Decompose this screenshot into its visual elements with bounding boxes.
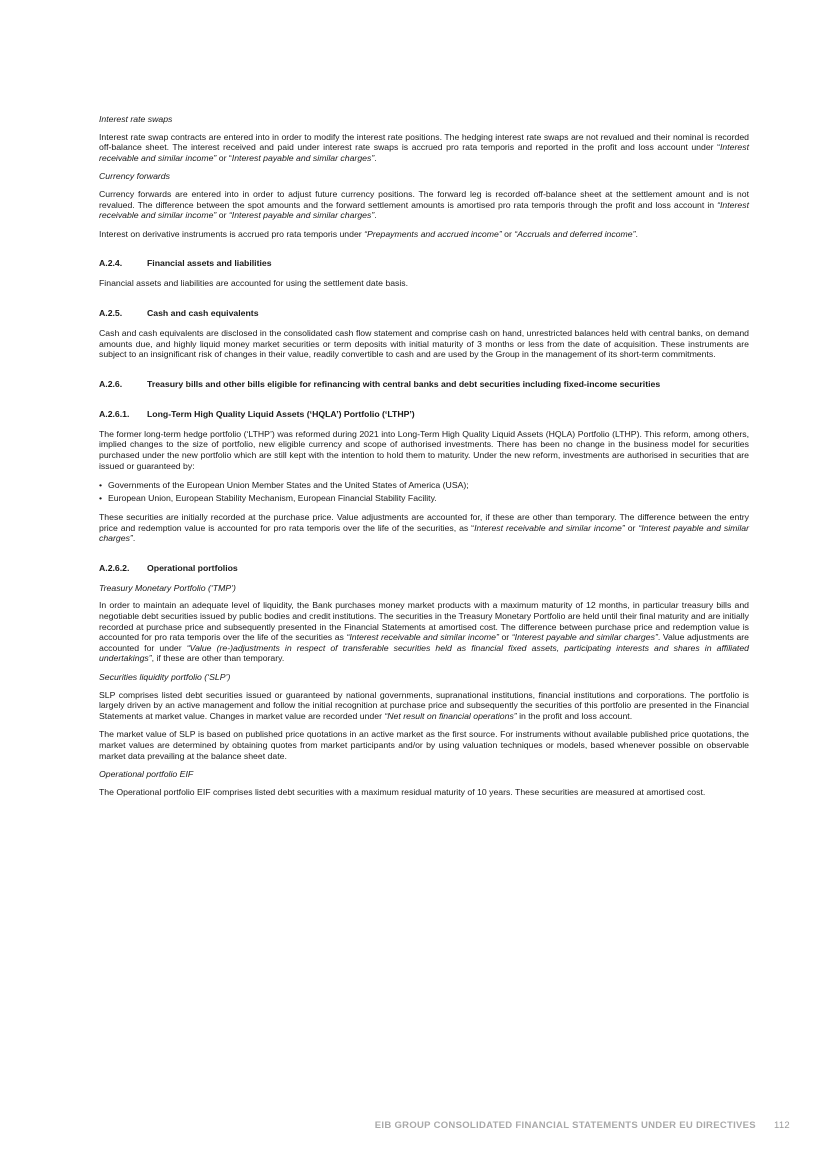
subheading-eif: Operational portfolio EIF bbox=[99, 769, 194, 780]
paragraph-slp-1: SLP comprises listed debt securities issued or guaranteed by national governments, supranational institutions, financial institutions and corporations. The portfolio is largely driven by an active management and follow the initial recognition at purchase price and subsequently the securities of this portfolio are presented in the Financial Statements at market value. Changes in market value are recorded under “Net result on financial operations” in the profit and loss account. bbox=[99, 689, 749, 721]
paragraph-a261-1: The former long-term hedge portfolio (‘LTHP’) was reformed during 2021 into Long-Term High Quality Liquid Assets (HQLA) Portfolio (LTHP). This reform, among others, implied changes to the size of portfolio, new eligible currency and scope of authorised investments. There has been no change in the business model for securities purchased under the new portfolio which are still kept with the intention to hold them to maturity. Under the new reform, investments are authorised in securities that are issued or guaranteed by: bbox=[99, 428, 749, 471]
paragraph-a261-2: These securities are initially recorded at the purchase price. Value adjustments are accounted for, if these are other than temporary. The difference between the entry price and redemption value is accounted for pro rata temporis over the life of the securities, as “Interest receivable and similar income” or “Interest payable and similar charges”. bbox=[99, 512, 749, 544]
page-footer bbox=[375, 1120, 790, 1131]
paragraph-eif: The Operational portfolio EIF comprises listed debt securities with a maximum residual maturity of 10 years. These securities are measured at amortised cost. bbox=[99, 786, 706, 797]
subheading-slp: Securities liquidity portfolio (‘SLP’) bbox=[99, 672, 231, 683]
issuer-list bbox=[99, 479, 749, 504]
subheading-currency-forwards: Currency forwards bbox=[99, 171, 170, 182]
heading-a24: A.2.4. Financial assets and liabilities bbox=[99, 258, 272, 269]
paragraph-tmp: In order to maintain an adequate level of liquidity, the Bank purchases money market products with a maximum maturity of 12 months, in particular treasury bills and negotiable debt securities issued by public bodies and credit institutions. The securities in the Treasury Monetary Portfolio are held until their final maturity and are initially recorded at purchase price and subsequently presented in the Financial Statements at amortised cost. The difference between purchase price and redemption value is accounted for pro rata temporis over the life of the securities as “Interest receivable and similar income” or “Interest payable and similar charges”. Value adjustments are accounted for under “Value (re-)adjustments in respect of transferable securities held as financial fixed assets, participating interests and shares in affiliated undertakings”, if these are other than temporary. bbox=[99, 600, 750, 664]
list-item: • European Union, European Stability Mechanism, European Financial Stability Facility. bbox=[99, 492, 749, 505]
paragraph-a25: Cash and cash equivalents are disclosed in the consolidated cash flow statement and comprise cash on hand, unrestricted balances held with central banks, on demand amounts due, and highly liquid money market securities or term deposits with initial maturity of 3 months or less from the date of acquisition. These instruments are subject to an insignificant risk of changes in their value, readily convertible to cash and are used by the Group in the management of its short-term commitments. bbox=[99, 327, 749, 360]
paragraph-slp-2: The market value of SLP is based on published price quotations in an active market as the first source. For instruments without available published price quotations, the market values are determined by obtaining quotes from market participants and/or by using valuation techniques or models, based whenever possible on observable market data prevailing at the balance sheet date. bbox=[99, 729, 749, 761]
list-item: • Governments of the European Union Member States and the United States of America (USA); bbox=[99, 479, 749, 492]
heading-a262: A.2.6.2. Operational portfolios bbox=[99, 562, 238, 573]
heading-a261: A.2.6.1. Long-Term High Quality Liquid Assets (‘HQLA’) Portfolio (‘LTHP’) bbox=[99, 408, 415, 419]
paragraph-irs: Interest rate swap contracts are entered into in order to modify the interest rate positions. The hedging interest rate swaps are not revalued and their nominal is recorded off-balance sheet. The interest received and paid under interest rate swaps is accrued pro rata temporis and reported in the profit and loss account under “Interest receivable and similar income” or “Interest payable and similar charges”. bbox=[99, 131, 749, 163]
subheading-tmp: Treasury Monetary Portfolio (‘TMP’) bbox=[99, 582, 236, 593]
paragraph-a24: Financial assets and liabilities are accounted for using the settlement date basis. bbox=[99, 278, 409, 289]
paragraph-cf-1: Currency forwards are entered into in order to adjust future currency positions. The forward leg is recorded off-balance sheet at the settlement amount and is not revalued. The difference between the spot amounts and the forward settlement amounts is amortised pro rata temporis through the profit and loss account in “Interest receivable and similar income” or “Interest payable and similar charges”. bbox=[99, 188, 749, 221]
document-body bbox=[99, 114, 749, 805]
footer-title: EIB GROUP CONSOLIDATED FINANCIAL STATEMENTS UNDER EU DIRECTIVES bbox=[374, 1120, 756, 1131]
heading-a25: A.2.5. Cash and cash equivalents bbox=[99, 307, 259, 318]
heading-a26: A.2.6. Treasury bills and other bills eligible for refinancing with central banks and debt securities including fixed-income securities bbox=[99, 378, 661, 389]
page-number: 112 bbox=[773, 1120, 790, 1131]
subheading-interest-rate-swaps: Interest rate swaps bbox=[99, 114, 173, 124]
paragraph-cf-2: Interest on derivative instruments is accrued pro rata temporis under “Prepayments and accrued income” or “Accruals and deferred income”. bbox=[99, 228, 638, 239]
